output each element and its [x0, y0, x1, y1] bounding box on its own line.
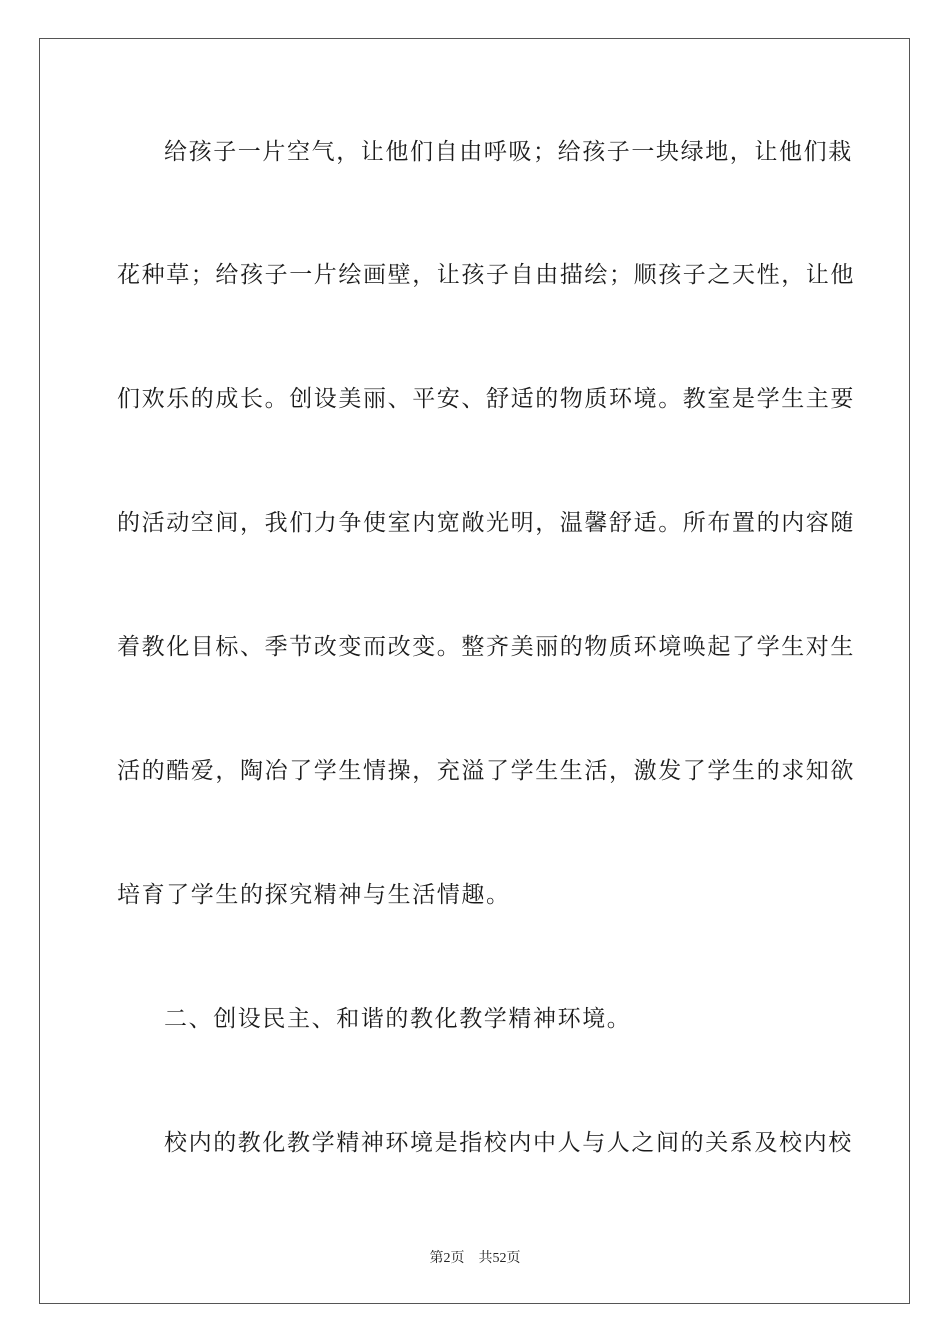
body-line-3: 们欢乐的成长。创设美丽、平安、舒适的物质环境。教室是学生主要 [117, 386, 855, 412]
page-border [39, 38, 910, 1304]
body-line-2: 花种草；给孩子一片绘画壁，让孩子自由描绘；顺孩子之天性，让他 [117, 262, 855, 288]
body-line-6: 活的酷爱，陶冶了学生情操，充溢了学生生活，激发了学生的求知欲 [117, 758, 855, 784]
page-number-footer: 第2页 共52页 [429, 1251, 521, 1266]
body-line-1: 给孩子一片空气，让他们自由呼吸；给孩子一块绿地，让他们栽 [164, 139, 853, 165]
body-line-9: 校内的教化教学精神环境是指校内中人与人之间的关系及校内校 [164, 1130, 853, 1156]
section-heading: 二、创设民主、和谐的教化教学精神环境。 [164, 1006, 632, 1032]
body-line-4: 的活动空间，我们力争使室内宽敞光明，温馨舒适。所布置的内容随 [117, 510, 855, 536]
body-line-5: 着教化目标、季节改变而改变。整齐美丽的物质环境唤起了学生对生 [117, 634, 855, 660]
body-line-7: 培育了学生的探究精神与生活情趣。 [117, 882, 511, 908]
